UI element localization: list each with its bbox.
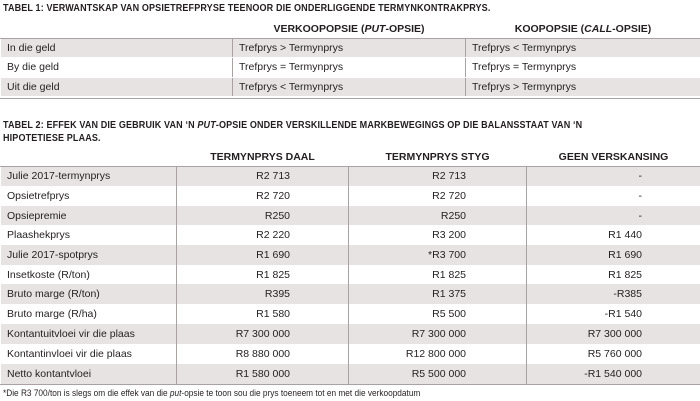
header-call-italic: CALL	[584, 22, 613, 35]
header-geen-verskansing: GEEN VERSKANSING	[527, 148, 700, 166]
table2-caption-line1	[3, 119, 582, 131]
row-label: Julie 2017-spotprys	[1, 245, 177, 265]
cell-daal: R1 580 000	[177, 364, 349, 384]
table1-bottom-rule	[0, 98, 700, 99]
cell-geen: -	[527, 166, 700, 186]
caption-prefix: TABEL 2: EFFEK VAN DIE GEBRUIK VAN ‘N	[3, 119, 198, 131]
table-row	[1, 166, 700, 186]
cell-styg: R2 713	[349, 166, 527, 186]
footnote-italic: put	[169, 388, 182, 398]
row-label: Kontantuitvloei vir die plaas	[1, 324, 177, 344]
table-row	[1, 186, 700, 206]
table1-row-label: Uit die geld	[1, 77, 233, 96]
table1-row-label: In die geld	[1, 38, 233, 57]
cell-styg: R12 800 000	[349, 344, 527, 364]
table-row	[1, 265, 700, 284]
footnote-prefix: *Die R3 700/ton is slegs om die effek van die	[3, 388, 170, 398]
cell-geen: R1 440	[527, 225, 700, 245]
cell-styg: R5 500	[349, 304, 527, 324]
cell-geen: -R385	[527, 284, 700, 304]
cell-styg: R2 720	[349, 186, 527, 206]
table-row	[1, 245, 700, 265]
header-put-suffix: -OPSIE)	[385, 22, 425, 35]
cell-styg: R1 825	[349, 265, 527, 284]
cell-daal: R2 220	[177, 225, 349, 245]
header-put-italic: PUT	[364, 22, 386, 35]
cell-geen: R1 690	[527, 245, 700, 265]
table1-put-cell: Trefprys > Termynprys	[233, 38, 466, 57]
row-label: Insetkoste (R/ton)	[1, 265, 177, 284]
table2-header-empty	[1, 148, 177, 166]
cell-daal: R2 720	[177, 186, 349, 206]
table2-bottom-rule	[0, 384, 700, 385]
cell-geen: R1 825	[527, 265, 700, 284]
cell-daal: R1 825	[177, 265, 349, 284]
table-row	[1, 77, 700, 96]
table-row	[1, 38, 700, 57]
caption-italic: PUT	[197, 119, 216, 131]
footnote-suffix: -opsie te toon sou die prys toeneem tot en met die verkoopdatum	[181, 388, 421, 398]
table2-header-row	[1, 148, 700, 166]
cell-daal: R7 300 000	[177, 324, 349, 344]
table1-header-call	[466, 20, 700, 38]
table1-put-cell: Trefprys < Termynprys	[233, 77, 466, 96]
row-label: Bruto marge (R/ha)	[1, 304, 177, 324]
row-label: Julie 2017-termynprys	[1, 166, 177, 186]
table1-header-row	[1, 20, 700, 38]
header-put-prefix: VERKOOPOPSIE (	[273, 22, 365, 35]
cell-geen: -R1 540 000	[527, 364, 700, 384]
cell-geen: R5 760 000	[527, 344, 700, 364]
cell-geen: R7 300 000	[527, 324, 700, 344]
cell-daal: R250	[177, 206, 349, 225]
row-label: Opsiepremie	[1, 206, 177, 225]
table1-row-label: By die geld	[1, 57, 233, 77]
row-label: Netto kontantvloei	[1, 364, 177, 384]
table2	[0, 148, 700, 384]
cell-styg: R1 375	[349, 284, 527, 304]
cell-styg: R250	[349, 206, 527, 225]
header-termynprys-styg: TERMYNPRYS STYG	[349, 148, 527, 166]
cell-daal: R8 880 000	[177, 344, 349, 364]
table1-header-put	[233, 20, 466, 38]
cell-daal: R1 690	[177, 245, 349, 265]
table1-header-empty	[1, 20, 233, 38]
table1-call-cell: Trefprys < Termynprys	[466, 38, 700, 57]
cell-daal: R2 713	[177, 166, 349, 186]
caption-suffix: -OPSIE ONDER VERSKILLENDE MARKBEWEGINGS OP DIE BALANSSTAAT VAN ‘N	[215, 119, 583, 131]
cell-daal: R1 580	[177, 304, 349, 324]
cell-geen: -R1 540	[527, 304, 700, 324]
cell-geen: -	[527, 206, 700, 225]
cell-styg: R7 300 000	[349, 324, 527, 344]
cell-styg: R3 200	[349, 225, 527, 245]
table1-call-cell: Trefprys = Termynprys	[466, 57, 700, 77]
header-call-prefix: KOOPOPSIE (	[514, 22, 585, 35]
table1-caption: TABEL 1: VERWANTSKAP VAN OPSIETREFPRYSE TEENOOR DIE ONDERLIGGENDE TERMYNKONTRAKPRYS.	[3, 2, 491, 14]
table-row	[1, 225, 700, 245]
header-termynprys-daal: TERMYNPRYS DAAL	[177, 148, 349, 166]
table1-call-cell: Trefprys > Termynprys	[466, 77, 700, 96]
cell-geen: -	[527, 186, 700, 206]
table-row	[1, 324, 700, 344]
cell-styg: *R3 700	[349, 245, 527, 265]
row-label: Kontantinvloei vir die plaas	[1, 344, 177, 364]
footnote	[3, 388, 420, 398]
table1-put-cell: Trefprys = Termynprys	[233, 57, 466, 77]
row-label: Bruto marge (R/ton)	[1, 284, 177, 304]
cell-styg: R5 500 000	[349, 364, 527, 384]
table1	[0, 20, 700, 97]
row-label: Plaashekprys	[1, 225, 177, 245]
table-row	[1, 344, 700, 364]
table-row	[1, 284, 700, 304]
table2-caption-line2: HIPOTETIESE PLAAS.	[3, 132, 101, 144]
table-row	[1, 57, 700, 77]
table-row	[1, 304, 700, 324]
table-row	[1, 364, 700, 384]
header-call-suffix: -OPSIE)	[612, 22, 652, 35]
cell-daal: R395	[177, 284, 349, 304]
row-label: Opsietrefprys	[1, 186, 177, 206]
table-row	[1, 206, 700, 225]
